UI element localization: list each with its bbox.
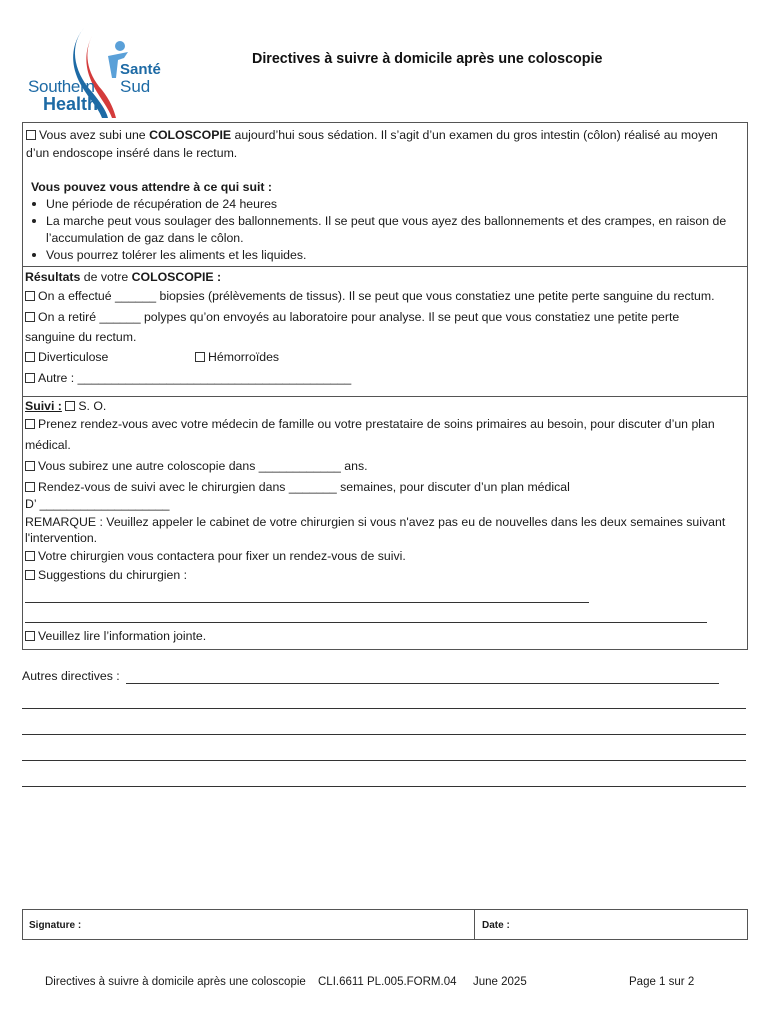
- logo-name-fr-line1: Santé: [120, 61, 161, 78]
- other-directives-rule-4[interactable]: [22, 786, 746, 787]
- polyps-checkbox[interactable]: [25, 312, 35, 322]
- suggestions-checkbox[interactable]: [25, 570, 35, 580]
- followup-heading: Suivi : S. O.: [25, 399, 107, 413]
- polyps-item: On a retiré ______ polypes qu’on envoyés au laboratoire pour analyse. Il se peut que vous constatiez une petite perte: [25, 310, 679, 324]
- expect-bullet-2: La marche peut vous soulager des ballonnements. Il se peut que vous ayez des ballonnements et des crampes, en raison de: [32, 214, 726, 228]
- autre-item: Autre : ________________________________________: [25, 371, 351, 385]
- repeat-colo-item: Vous subirez une autre coloscopie dans ____________ ans.: [25, 459, 368, 473]
- other-directives-rule-1[interactable]: [22, 708, 746, 709]
- intro-checkbox[interactable]: [26, 130, 36, 140]
- surgeon-contact-checkbox[interactable]: [25, 551, 35, 561]
- surgeon-contact-item: Votre chirurgien vous contactera pour fixer un rendez-vous de suivi.: [25, 549, 406, 563]
- signature-divider: [474, 910, 475, 939]
- remark-line-1: REMARQUE : Veuillez appeler le cabinet de votre chirurgien si vous n'avez pas eu de nouvelles dans les deux semaines suivant: [25, 515, 726, 529]
- diverticulose-item: Diverticulose: [25, 350, 108, 364]
- signature-box: [22, 909, 748, 940]
- other-directives-label: Autres directives :: [22, 669, 120, 683]
- other-directives-rule-2[interactable]: [22, 734, 746, 735]
- d-line: D’ ___________________: [25, 497, 170, 511]
- family-doctor-item-cont: médical.: [25, 438, 71, 452]
- family-doctor-item: Prenez rendez-vous avec votre médecin de famille ou votre prestataire de soins primaires au besoin, pour discuter d’un plan: [25, 417, 715, 431]
- autre-checkbox[interactable]: [25, 373, 35, 383]
- results-section: [22, 266, 748, 397]
- footer-code: CLI.6611 PL.005.FORM.04: [318, 976, 457, 988]
- intro-section: [22, 122, 748, 267]
- hemorroides-checkbox[interactable]: [195, 352, 205, 362]
- page-title: Directives à suivre à domicile après une coloscopie: [252, 51, 603, 67]
- read-info-checkbox[interactable]: [25, 631, 35, 641]
- date-label: Date :: [482, 920, 510, 931]
- hemorroides-item: Hémorroïdes: [195, 350, 279, 364]
- footer-page: Page 1 sur 2: [629, 976, 695, 988]
- logo-name-en-line1: Southern: [28, 77, 95, 96]
- footer-doc-title: Directives à suivre à domicile après une coloscopie: [45, 976, 306, 988]
- footer-date: June 2025: [473, 976, 527, 988]
- expect-bullet-1: Une période de récupération de 24 heures: [32, 197, 277, 211]
- repeat-colo-checkbox[interactable]: [25, 461, 35, 471]
- polyps-item-cont: sanguine du rectum.: [25, 330, 137, 344]
- remark-line-2: l'intervention.: [25, 531, 98, 545]
- results-heading: Résultats de votre COLOSCOPIE :: [25, 270, 222, 284]
- diverticulose-checkbox[interactable]: [25, 352, 35, 362]
- biopsies-checkbox[interactable]: [25, 291, 35, 301]
- other-directives-rule-0[interactable]: [126, 683, 719, 684]
- so-checkbox[interactable]: [65, 401, 75, 411]
- surgeon-appt-item: Rendez-vous de suivi avec le chirurgien dans _______ semaines, pour discuter d’un plan médical: [25, 480, 570, 494]
- family-doctor-checkbox[interactable]: [25, 419, 35, 429]
- followup-section: [22, 396, 748, 650]
- expect-bullet-2-cont: l’accumulation de gaz dans le côlon.: [46, 231, 244, 245]
- other-directives-rule-3[interactable]: [22, 760, 746, 761]
- logo-name-en-line2: Health: [43, 94, 99, 114]
- signature-label: Signature :: [29, 920, 82, 931]
- expect-heading: Vous pouvez vous attendre à ce qui suit :: [31, 180, 272, 194]
- suggestions-item: Suggestions du chirurgien :: [25, 568, 187, 582]
- expect-bullet-3: Vous pourrez tolérer les aliments et les liquides.: [32, 248, 306, 262]
- logo-name-fr-line2: Sud: [120, 77, 151, 96]
- suggestions-rule-2[interactable]: [25, 622, 707, 623]
- biopsies-item: On a effectué ______ biopsies (prélèvements de tissus). Il se peut que vous constatiez une petite perte sanguine du rectum.: [25, 289, 715, 303]
- surgeon-appt-checkbox[interactable]: [25, 482, 35, 492]
- intro-line-1: Vous avez subi une COLOSCOPIE aujourd’hui sous sédation. Il s’agit d’un examen du gros intestin (côlon) réalisé au moyen: [26, 128, 718, 142]
- suggestions-rule-1[interactable]: [25, 602, 589, 603]
- intro-line-2: d’un endoscope inséré dans le rectum.: [26, 146, 238, 160]
- read-info-item: Veuillez lire l’information jointe.: [25, 629, 206, 643]
